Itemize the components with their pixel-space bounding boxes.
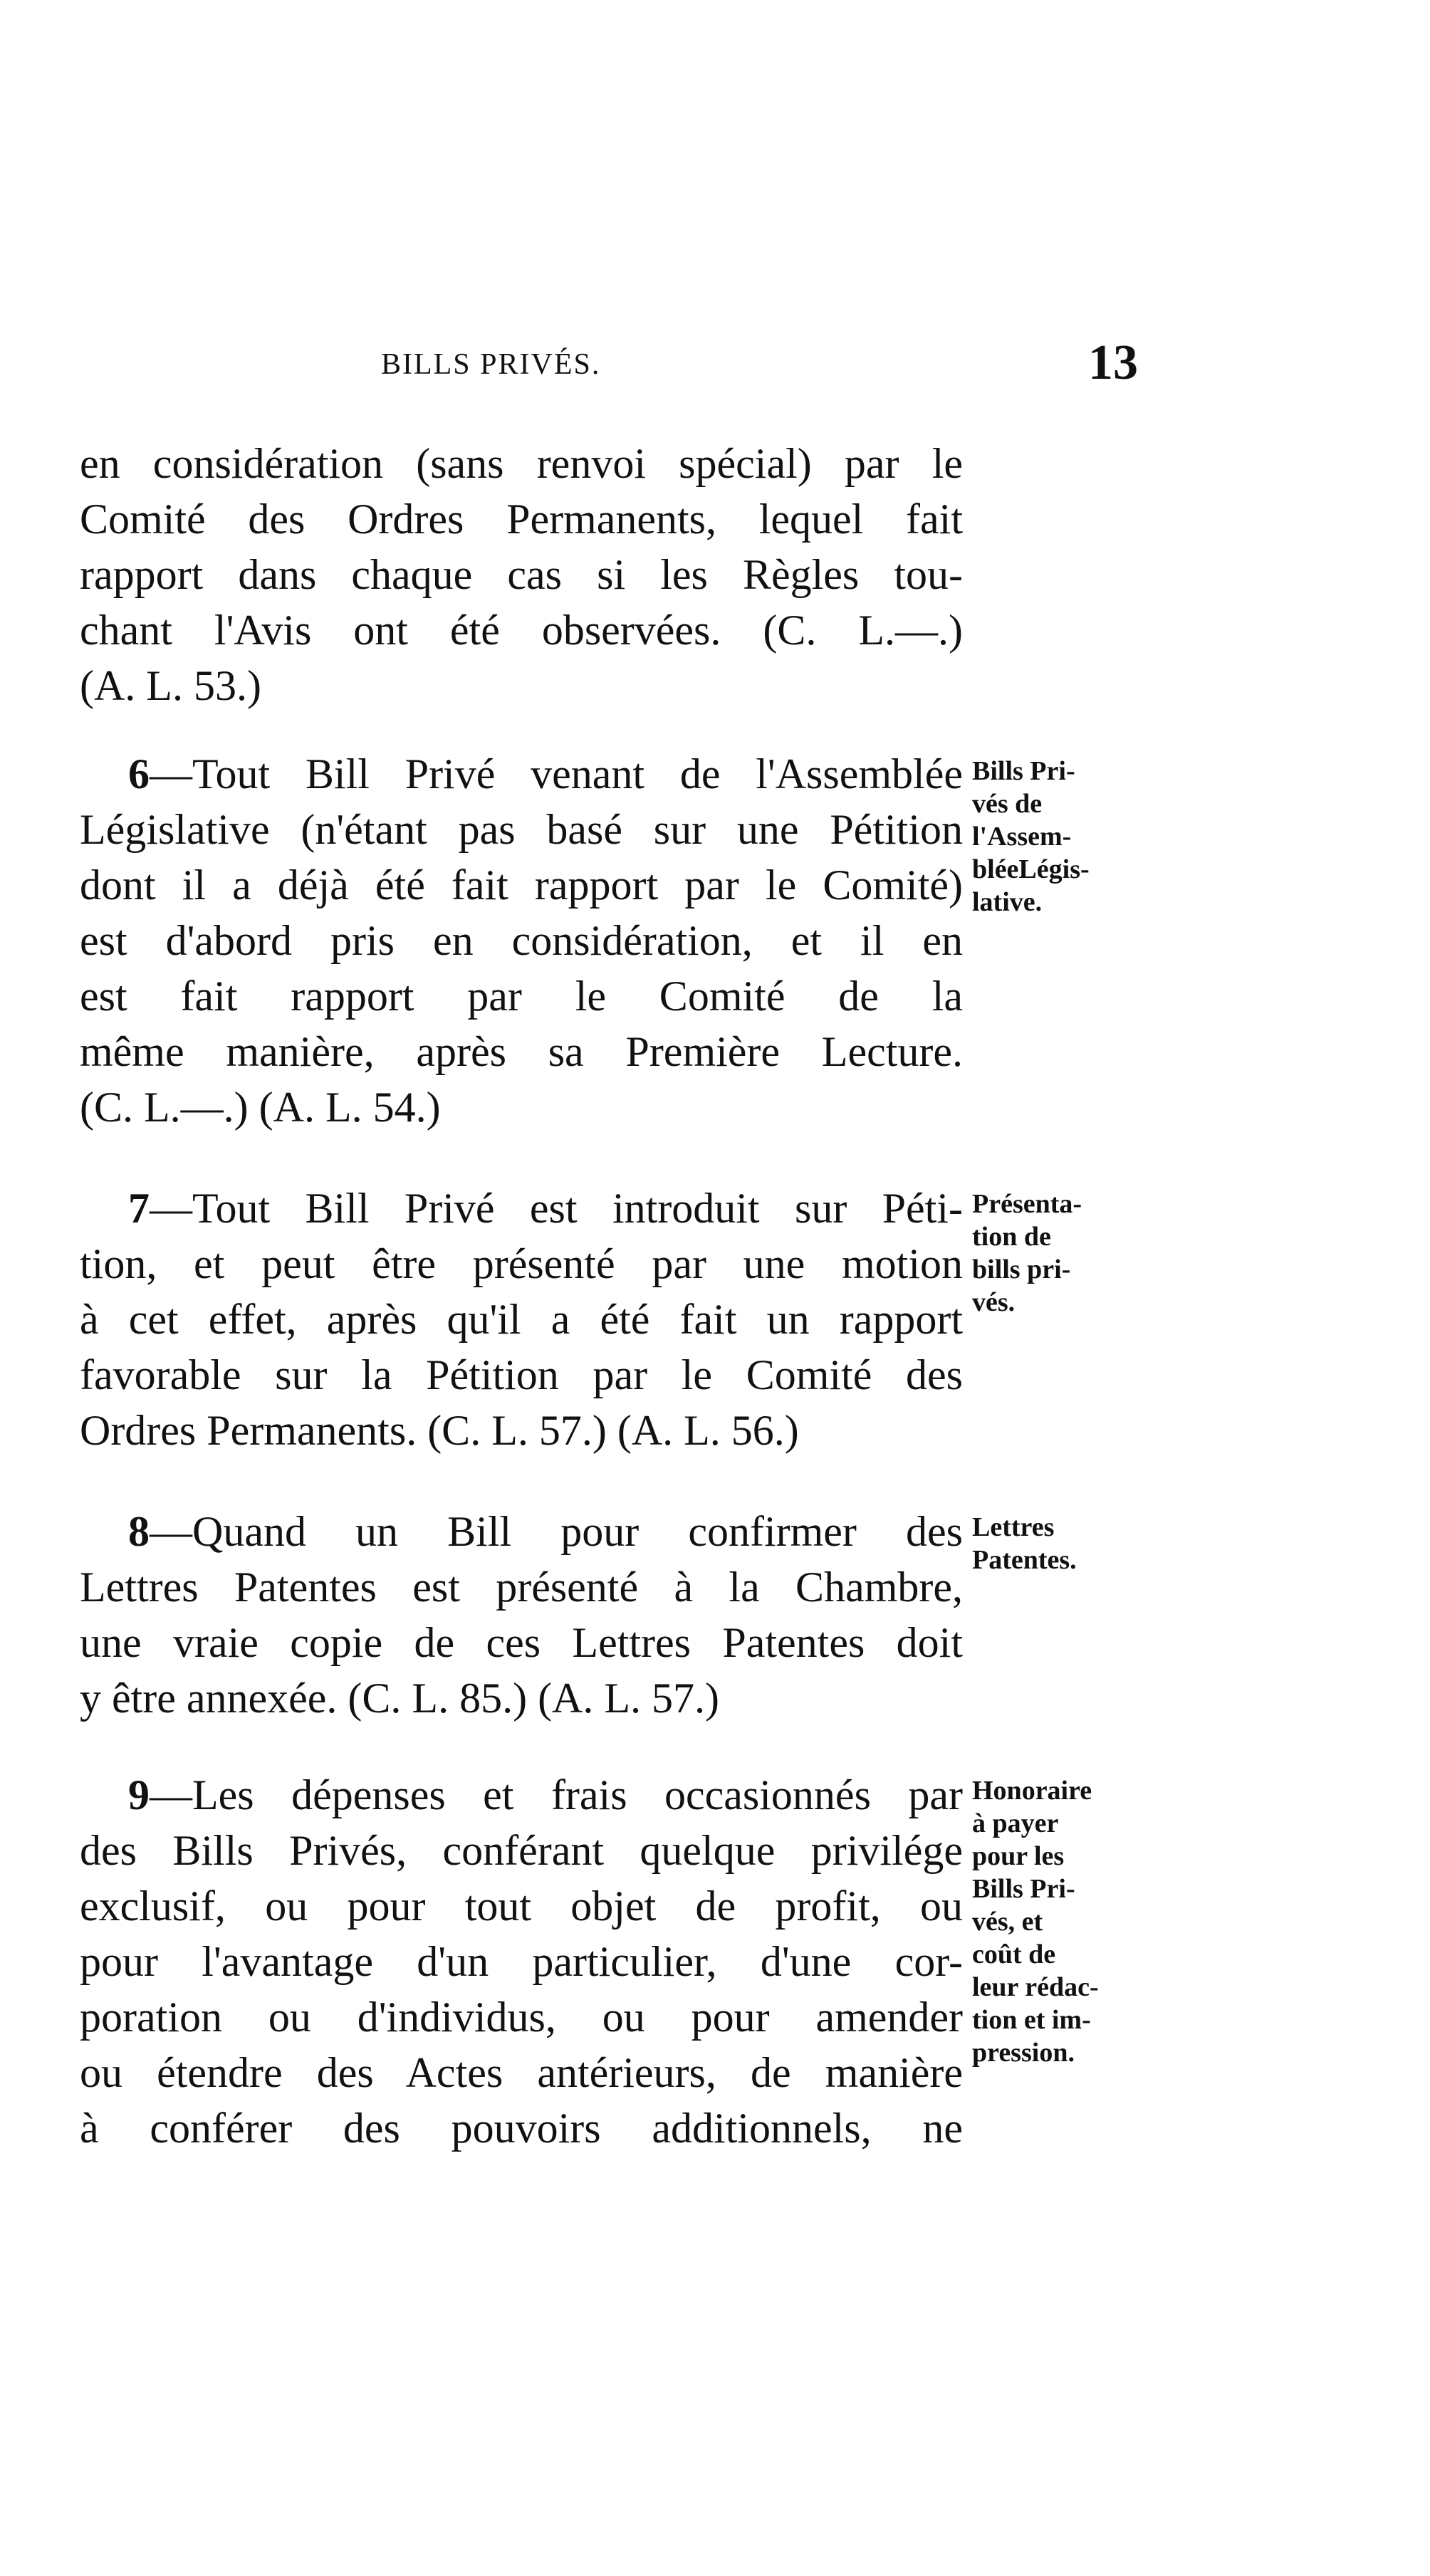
text-line: des Bills Privés, conférant quelque privilége [80,1827,963,1874]
margin-note-line: leur rédac- [972,1972,1099,2002]
text-line: Ordres Permanents. (C. L. 57.) (A. L. 56.) [80,1407,799,1454]
text-line: exclusif, ou pour tout objet de profit, ou [80,1883,963,1930]
margin-note-9 [972,1774,1143,2069]
text-line [80,1504,963,1559]
margin-note-line: coût de [972,1939,1056,1969]
text-line-body: —Les dépenses et frais occasionnés par [150,1771,963,1818]
margin-note-line: pour les [972,1841,1065,1871]
paragraph-9 [80,1767,963,2156]
margin-note-line: vés, et [972,1907,1043,1937]
paragraph-8 [80,1504,963,1726]
text-line: même manière, après sa Première Lecture. [80,1028,963,1075]
margin-note-line: Bills Pri- [972,1874,1075,1904]
margin-note-line: Bills Pri- [972,756,1075,786]
text-line [80,1767,963,1823]
margin-note-line: Lettres [972,1512,1055,1542]
text-line: à cet effet, après qu'il a été fait un rapport [80,1296,963,1343]
margin-note-line: bléeLégis- [972,854,1090,884]
margin-note-line: vés. [972,1287,1016,1317]
margin-note-line: à payer [972,1808,1059,1838]
text-line: chant l'Avis ont été observées. (C. L.—.) [80,607,963,654]
running-head: BILLS PRIVÉS. [381,348,601,381]
text-line: (C. L.—.) (A. L. 54.) [80,1084,441,1131]
text-line-body: —Quand un Bill pour confirmer des [150,1508,963,1555]
text-line: poration ou d'individus, ou pour amender [80,1994,963,2041]
text-line: est fait rapport par le Comité de la [80,973,963,1020]
text-line [80,746,963,802]
margin-note-line: Honoraire [972,1776,1092,1806]
text-line: ou étendre des Actes antérieurs, de manière [80,2049,963,2096]
paragraph-number: 9 [128,1771,150,1818]
margin-note-line: lative. [972,887,1043,917]
margin-note-line: Présenta- [972,1189,1082,1219]
text-line: une vraie copie de ces Lettres Patentes doit [80,1619,963,1666]
margin-note-line: Patentes. [972,1545,1077,1575]
paragraph-number: 6 [128,750,150,797]
margin-note-line: l'Assem- [972,822,1072,852]
text-line: tion, et peut être présenté par une motion [80,1240,963,1287]
text-line: (A. L. 53.) [80,662,261,709]
text-line [80,1180,963,1236]
text-line: y être annexée. (C. L. 85.) (A. L. 57.) [80,1675,720,1722]
margin-note-6 [972,755,1143,918]
text-line: Comité des Ordres Permanents, lequel fait [80,496,963,543]
text-line: pour l'avantage d'un particulier, d'une cor- [80,1938,963,1985]
margin-note-7 [972,1188,1143,1319]
margin-note-line: bills pri- [972,1255,1071,1284]
paragraph-continuation [80,436,963,713]
text-line-body: —Tout Bill Privé est introduit sur Péti- [150,1185,963,1232]
paragraph-7 [80,1180,963,1458]
margin-note-line: tion et im- [972,2005,1091,2035]
text-line: en considération (sans renvoi spécial) par le [80,440,963,487]
text-line: Législative (n'étant pas basé sur une Pétition [80,806,963,853]
margin-note-line: tion de [972,1222,1051,1252]
page-number: 13 [1088,335,1138,390]
margin-note-line: pression. [972,2038,1075,2068]
text-line: favorable sur la Pétition par le Comité des [80,1351,963,1398]
margin-note-line: vés de [972,789,1043,819]
margin-note-8 [972,1511,1143,1576]
text-line: Lettres Patentes est présenté à la Chambre, [80,1564,963,1611]
paragraph-number: 8 [128,1508,150,1555]
text-line-body: —Tout Bill Privé venant de l'Assemblée [150,750,963,797]
text-line: à conférer des pouvoirs additionnels, ne [80,2105,963,2152]
paragraph-6 [80,746,963,1135]
paragraph-number: 7 [128,1185,150,1232]
text-line: est d'abord pris en considération, et il en [80,917,963,964]
text-line: rapport dans chaque cas si les Règles tou- [80,551,963,598]
text-line: dont il a déjà été fait rapport par le Comité) [80,862,963,909]
